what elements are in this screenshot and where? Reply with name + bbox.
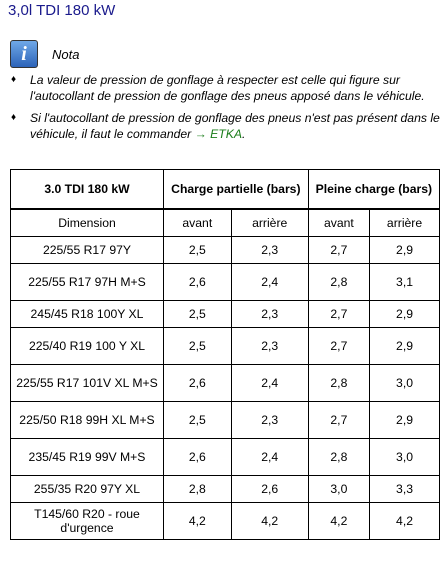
value-cell: 2,5 — [164, 402, 232, 439]
value-cell: 3,3 — [370, 476, 440, 503]
value-cell: 2,8 — [164, 476, 232, 503]
table-header-row — [11, 170, 440, 210]
value-cell: 2,9 — [370, 402, 440, 439]
value-cell: 4,2 — [370, 503, 440, 540]
value-cell: 4,2 — [164, 503, 232, 540]
table-row — [11, 264, 440, 301]
value-cell: 2,6 — [164, 264, 232, 301]
dimension-header: Dimension — [11, 209, 164, 237]
dimension-cell: T145/60 R20 - roue d'urgence — [11, 503, 164, 540]
value-cell: 2,8 — [308, 439, 369, 476]
value-cell: 4,2 — [231, 503, 308, 540]
table-row — [11, 476, 440, 503]
value-cell: 2,6 — [164, 439, 232, 476]
table-row — [11, 439, 440, 476]
rear-header: arrière — [370, 209, 440, 237]
value-cell: 2,5 — [164, 301, 232, 328]
value-cell: 3,1 — [370, 264, 440, 301]
value-cell: 3,0 — [308, 476, 369, 503]
value-cell: 2,3 — [231, 328, 308, 365]
bullet-item — [0, 72, 440, 104]
page-title: 3,0l TDI 180 kW — [8, 2, 116, 19]
bullet-icon: ♦ — [11, 112, 17, 123]
value-cell: 2,4 — [231, 439, 308, 476]
engine-header: 3.0 TDI 180 kW — [11, 170, 164, 210]
partial-load-header: Charge partielle (bars) — [164, 170, 309, 210]
value-cell: 2,9 — [370, 301, 440, 328]
table-row — [11, 301, 440, 328]
table-row — [11, 328, 440, 365]
value-cell: 3,0 — [370, 439, 440, 476]
value-cell: 2,7 — [308, 328, 369, 365]
dimension-cell: 225/40 R19 100 Y XL — [11, 328, 164, 365]
note-label: Nota — [52, 46, 80, 62]
value-cell: 2,8 — [308, 264, 369, 301]
pressure-table — [10, 169, 440, 540]
dimension-cell: 225/50 R18 99H XL M+S — [11, 402, 164, 439]
bullet-text: La valeur de pression de gonflage à respecter est celle qui figure sur l'autocollant de pression de gonflage des pneus apposé dans le véhicule. — [30, 73, 425, 103]
full-load-header: Pleine charge (bars) — [308, 170, 439, 210]
etka-link[interactable]: → ETKA — [194, 127, 243, 141]
value-cell: 4,2 — [308, 503, 369, 540]
value-cell: 3,0 — [370, 365, 440, 402]
value-cell: 2,9 — [370, 328, 440, 365]
value-cell: 2,7 — [308, 402, 369, 439]
table-row — [11, 503, 440, 540]
value-cell: 2,5 — [164, 237, 232, 264]
value-cell: 2,9 — [370, 237, 440, 264]
value-cell: 2,7 — [308, 237, 369, 264]
table-row — [11, 365, 440, 402]
rear-header: arrière — [231, 209, 308, 237]
bullet-suffix: . — [242, 127, 246, 141]
dimension-cell: 235/45 R19 99V M+S — [11, 439, 164, 476]
value-cell: 2,3 — [231, 237, 308, 264]
table-row — [11, 237, 440, 264]
table-subheader-row — [11, 209, 440, 237]
value-cell: 2,4 — [231, 365, 308, 402]
info-icon: i — [10, 40, 38, 68]
dimension-cell: 225/55 R17 97Y — [11, 237, 164, 264]
front-header: avant — [164, 209, 232, 237]
value-cell: 2,7 — [308, 301, 369, 328]
bullet-item — [0, 110, 440, 142]
dimension-cell: 225/55 R17 97H M+S — [11, 264, 164, 301]
note-bullets — [0, 72, 440, 148]
value-cell: 2,8 — [308, 365, 369, 402]
bullet-text: Si l'autocollant de pression de gonflage des pneus n'est pas présent dans le véhicule, il faut le commander — [30, 111, 440, 141]
dimension-cell: 255/35 R20 97Y XL — [11, 476, 164, 503]
value-cell: 2,6 — [164, 365, 232, 402]
bullet-icon: ♦ — [11, 74, 17, 85]
note-header — [10, 40, 79, 68]
value-cell: 2,4 — [231, 264, 308, 301]
value-cell: 2,6 — [231, 476, 308, 503]
dimension-cell: 225/55 R17 101V XL M+S — [11, 365, 164, 402]
front-header: avant — [308, 209, 369, 237]
dimension-cell: 245/45 R18 100Y XL — [11, 301, 164, 328]
value-cell: 2,3 — [231, 402, 308, 439]
value-cell: 2,5 — [164, 328, 232, 365]
table-row — [11, 402, 440, 439]
value-cell: 2,3 — [231, 301, 308, 328]
